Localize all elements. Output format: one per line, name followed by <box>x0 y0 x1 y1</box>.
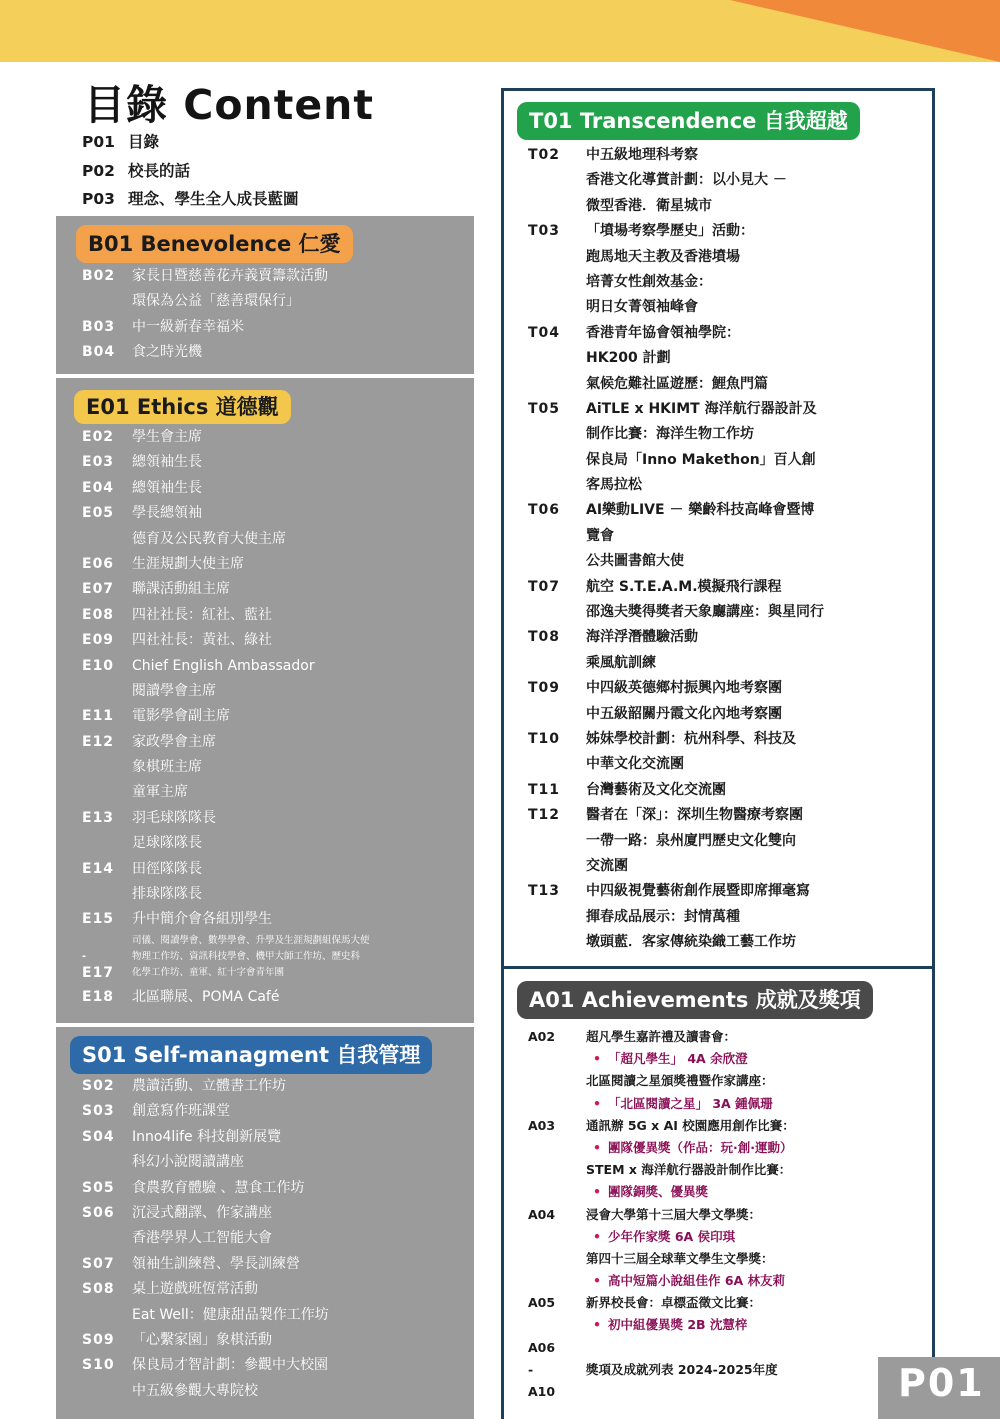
list-item[interactable]: 童軍主席 <box>132 784 188 801</box>
list-item[interactable]: E14 田徑隊隊長 <box>82 860 202 877</box>
list-item[interactable]: 微型香港．衛星城市 <box>586 197 712 214</box>
list-item[interactable]: - 獎項及成就列表 2024-2025年度 <box>528 1361 778 1377</box>
achievements-items <box>528 1026 795 1403</box>
list-item[interactable]: S03 創意寫作班課堂 <box>82 1103 230 1120</box>
list-item[interactable]: S09 「心繫家園」象棋活動 <box>82 1331 272 1348</box>
list-item[interactable]: • 團隊銅獎、優異獎 <box>528 1181 795 1203</box>
intro-item[interactable] <box>82 185 299 214</box>
list-item[interactable]: 科幻小說閱讀講座 <box>132 1154 244 1171</box>
list-item[interactable]: 中五級韶關丹霞文化內地考察團 <box>586 705 782 722</box>
list-item[interactable]: B04 食之時光機 <box>82 344 202 361</box>
list-item[interactable]: E12 家政學會主席 <box>82 733 216 750</box>
list-item[interactable]: T10 姊妹學校計劃：杭州科學、科技及 <box>528 730 796 747</box>
list-item[interactable]: E09 四社社長：黃社、綠社 <box>82 632 272 649</box>
page-number: P01 <box>898 1361 985 1405</box>
intro-item[interactable] <box>82 128 299 157</box>
list-item[interactable]: E05 學長總領袖 <box>82 505 202 522</box>
list-item[interactable]: • 少年作家獎 6A 侯印琪 <box>528 1226 795 1248</box>
list-item[interactable]: 一帶一路：泉州廈門歷史文化雙向 <box>586 832 796 849</box>
transcendence-items <box>528 143 824 956</box>
benevolence-panel <box>56 216 474 374</box>
page-title: 目錄 Content <box>84 81 374 129</box>
list-item[interactable]: E10 Chief English Ambassador <box>82 657 315 674</box>
list-item[interactable]: A02 超凡學生嘉許禮及讀書會： <box>528 1029 737 1044</box>
ethics-items <box>82 425 370 1010</box>
list-item[interactable]: 德育及公民教育大使主席 <box>132 530 286 547</box>
list-item[interactable]: E07 聯課活動組主席 <box>82 581 230 598</box>
list-item[interactable]: 交流團 <box>586 857 628 874</box>
list-item[interactable]: 象棋班主席 <box>132 759 202 776</box>
list-item[interactable]: • 「北區閱讀之星」 3A 鍾佩珊 <box>528 1093 795 1115</box>
list-item[interactable]: E11 電影學會副主席 <box>82 708 230 725</box>
list-item[interactable]: 北區閱讀之星頒獎禮暨作家講座： <box>586 1073 774 1089</box>
list-item[interactable]: 覽會 <box>586 527 614 544</box>
list-item[interactable]: 保良局「Inno Makethon」百人創 <box>586 451 816 468</box>
list-item[interactable]: T04 香港青年協會領袖學院： <box>528 324 740 341</box>
list-item[interactable]: T08 海洋浮潛體驗活動 <box>528 629 698 646</box>
list-item[interactable]: T02 中五級地理科考察 <box>528 147 698 163</box>
list-item[interactable]: T13 中四級視覺藝術創作展暨即席揮毫寫 <box>528 883 810 900</box>
list-item[interactable]: E18 北區聯展、POMA Café <box>82 988 280 1005</box>
list-item[interactable]: S10 保良局才智計劃：參觀中大校園 <box>82 1357 328 1374</box>
bullet-icon: • <box>593 1139 601 1155</box>
list-item[interactable]: STEM x 海洋航行器設計制作比賽： <box>586 1162 792 1178</box>
bullet-icon: • <box>593 1051 601 1067</box>
list-item-detail: 司儀、閱讀學會、數學學會、升學及生涯規劃組保馬大使 <box>132 934 370 946</box>
self-management-panel <box>56 1027 474 1419</box>
list-item[interactable]: S08 桌上遊戲班恆常活動 <box>82 1281 258 1298</box>
list-item-detail: E17 化學工作坊、童軍、紅十字會青年團 <box>82 964 285 981</box>
list-item[interactable]: 香港文化導賞計劃：以小見大 － <box>586 172 787 189</box>
intro-text: 目錄 <box>128 133 160 151</box>
list-item[interactable]: E08 四社社長：紅社、藍社 <box>82 606 272 623</box>
benevolence-header[interactable]: B01 Benevolence 仁愛 <box>76 225 353 263</box>
list-item[interactable]: S04 Inno4life 科技創新展覽 <box>82 1128 282 1145</box>
bullet-icon: • <box>593 1095 601 1111</box>
intro-text: 校長的話 <box>128 161 191 180</box>
list-item[interactable]: B03 中一級新春幸福米 <box>82 318 244 335</box>
list-item[interactable]: • 團隊優異獎（作品：玩·創·運動） <box>528 1137 795 1159</box>
list-item[interactable]: A04 浸會大學第十三屆大學文學獎： <box>528 1206 762 1222</box>
list-item[interactable]: 閱讀學會主席 <box>132 682 216 699</box>
list-item[interactable]: Eat Well：健康甜品製作工作坊 <box>132 1306 329 1323</box>
list-item[interactable]: E15 升中簡介會各組別學生 <box>82 911 272 928</box>
list-item[interactable]: S07 領袖生訓練營、學長訓練營 <box>82 1255 300 1272</box>
self-management-header[interactable]: S01 Self-managment 自我管理 <box>70 1036 432 1074</box>
list-item[interactable]: S02 農讀活動、立體書工作坊 <box>82 1078 286 1094</box>
bullet-icon: • <box>593 1184 601 1200</box>
intro-code: P02 <box>82 161 115 180</box>
list-item[interactable]: • 「超凡學生」 4A 余欣澄 <box>528 1048 795 1070</box>
list-item[interactable]: E04 總領袖生長 <box>82 479 202 496</box>
intro-code: P01 <box>82 133 115 151</box>
list-item[interactable]: 明日女菁領袖峰會 <box>586 299 698 316</box>
list-item[interactable]: A06 <box>528 1339 556 1355</box>
bullet-icon: • <box>593 1273 601 1289</box>
list-item[interactable]: 氣候危難社區遊歷：鯉魚門篇 <box>586 375 768 392</box>
list-item[interactable]: 客馬拉松 <box>586 477 642 494</box>
benevolence-items <box>82 264 328 366</box>
achievements-header[interactable]: A01 Achievements 成就及獎項 <box>517 981 873 1019</box>
intro-item[interactable] <box>82 157 299 186</box>
list-item[interactable]: T07 航空 S.T.E.A.M.模擬飛行課程 <box>528 578 782 595</box>
ethics-panel <box>56 378 474 1023</box>
list-item[interactable]: A03 通訊辦 5G x AI 校園應用創作比賽： <box>528 1117 795 1133</box>
transcendence-header[interactable]: T01 Transcendence 自我超越 <box>517 102 860 140</box>
list-item[interactable]: 邵逸夫獎得獎者天象廳講座：與星同行 <box>586 604 824 621</box>
list-item[interactable]: T06 AI樂動LIVE － 樂齡科技高峰會暨博 <box>528 502 815 519</box>
list-item[interactable]: 跑馬地天主教及香港墳場 <box>586 248 740 265</box>
bullet-icon: • <box>593 1228 601 1244</box>
list-item[interactable]: T11 台灣藝術及文化交流團 <box>528 781 726 798</box>
intro-code: P03 <box>82 190 115 208</box>
list-item[interactable]: HK200 計劃 <box>586 350 671 367</box>
list-item[interactable]: 足球隊隊長 <box>132 835 202 852</box>
list-item[interactable]: • 高中短篇小說組佳作 6A 林友莉 <box>528 1270 795 1292</box>
top-corner-accent <box>730 0 1000 62</box>
bullet-icon: • <box>593 1317 601 1333</box>
page-number-box <box>878 1357 1000 1419</box>
list-item[interactable]: S05 食農教育體驗 、慧食工作坊 <box>82 1179 305 1196</box>
list-item[interactable]: 中華文化交流團 <box>586 756 684 773</box>
list-item[interactable]: S06 沉浸式翻譯、作家講座 <box>82 1204 272 1221</box>
list-item[interactable]: T05 AiTLE x HKIMT 海洋航行器設計及 <box>528 400 817 417</box>
list-item[interactable]: E13 羽毛球隊隊長 <box>82 809 216 826</box>
list-item[interactable]: • 初中組優異獎 2B 沈慧梓 <box>528 1314 795 1336</box>
list-item[interactable]: A05 新界校長會：卓標盃徵文比賽： <box>528 1295 762 1311</box>
list-item[interactable]: A10 <box>528 1384 556 1399</box>
list-item[interactable]: B02 家長日暨慈善花卉義賣籌款活動 <box>82 268 328 284</box>
list-item[interactable]: 公共圖書館大使 <box>586 553 684 570</box>
list-item[interactable]: 培菁女性創效基金： <box>586 273 712 290</box>
list-item[interactable]: 排球隊隊長 <box>132 886 202 903</box>
list-item-detail: - 物理工作坊、資訊科技學會、機甲大師工作坊、歷史科 <box>82 950 361 962</box>
list-item[interactable]: 香港學界人工智能大會 <box>132 1230 272 1247</box>
ethics-header[interactable]: E01 Ethics 道德觀 <box>74 390 291 424</box>
list-item[interactable]: 第四十三屆全球華文學生文學獎： <box>586 1250 774 1266</box>
list-item[interactable]: E06 生涯規劃大使主席 <box>82 555 244 572</box>
list-item[interactable]: 乘風航訓練 <box>586 654 656 671</box>
list-item[interactable]: E03 總領袖生長 <box>82 454 202 471</box>
list-item[interactable]: E02 學生會主席 <box>82 429 202 445</box>
list-item[interactable]: 制作比賽：海洋生物工作坊 <box>586 426 754 443</box>
list-item[interactable]: T12 醫者在「深」：深圳生物醫療考察團 <box>528 807 803 824</box>
right-divider <box>501 966 935 969</box>
list-item[interactable]: 環保為公益「慈善環保行」 <box>132 293 300 310</box>
list-item[interactable]: 墩頭藍．客家傳統染織工藝工作坊 <box>586 934 796 951</box>
list-item[interactable]: T03 「墳場考察學歷史」活動： <box>528 223 754 240</box>
intro-text: 理念、學生全人成長藍圖 <box>128 190 299 208</box>
list-item[interactable]: 揮春成品展示：封情萬種 <box>586 908 740 925</box>
intro-list <box>82 128 299 214</box>
self-management-items <box>82 1074 329 1404</box>
list-item[interactable]: T09 中四級英德鄉村振興內地考察團 <box>528 680 782 697</box>
list-item[interactable]: 中五級參觀大專院校 <box>132 1382 258 1399</box>
